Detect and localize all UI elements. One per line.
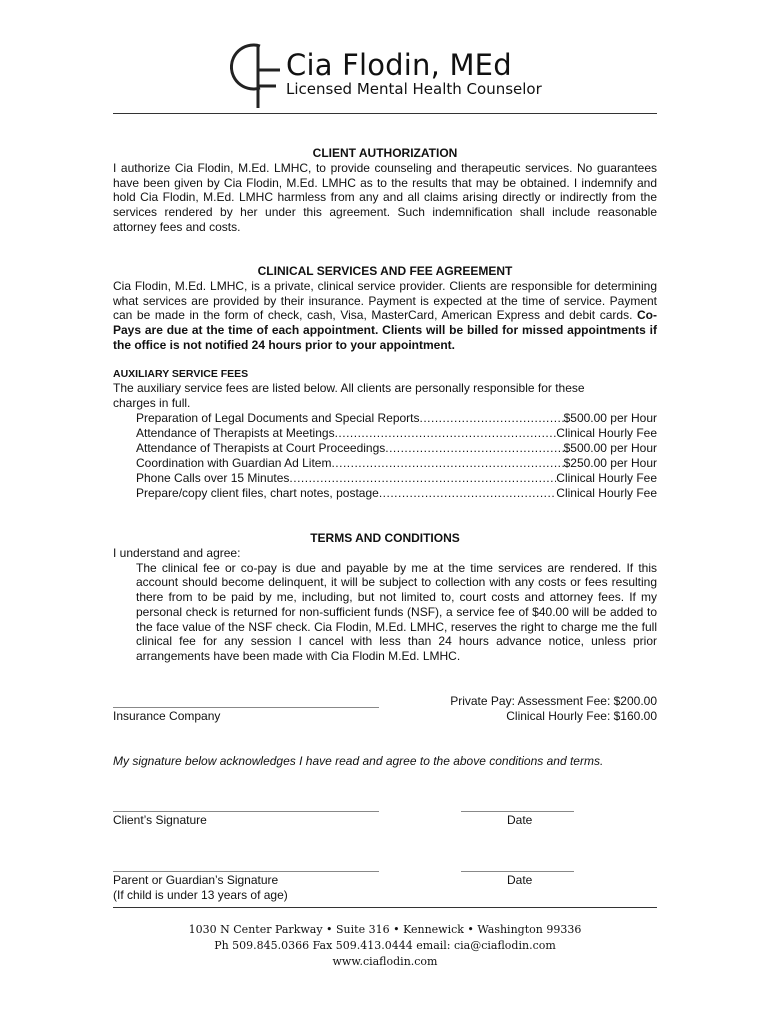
fee-amount: Clinical Hourly Fee (556, 471, 657, 485)
copay-policy-text: Co-Pays are due at the time of each appointment. Clients will be billed for missed appointments if the office is not notified 24 hours prior to your appointment. (113, 308, 657, 352)
fee-amount: $500.00 per Hour (563, 441, 657, 455)
fee-amount: Clinical Hourly Fee (556, 426, 657, 440)
fee-row (136, 471, 657, 486)
fee-service: Coordination with Guardian Ad Litem (136, 456, 332, 470)
guardian-note: (If child is under 13 years of age) (113, 888, 288, 902)
client-signature-label: Client’s Signature (113, 813, 207, 827)
terms-section (113, 531, 657, 664)
client-authorization-heading: CLIENT AUTHORIZATION (312, 146, 458, 160)
insurance-company-line[interactable] (113, 707, 379, 708)
guardian-date-line[interactable] (461, 871, 574, 872)
header-divider (113, 113, 657, 114)
terms-text: The clinical fee or co-pay is due and payable by me at the time services are rendered. If this account should become delinquent, it will be subject to collection with any costs or fees resulting there from to be paid by me, including, but not limited to, court costs and attorney fees. If my personal check is returned for non-sufficient funds (NSF), a service fee of $40.00 will be added to the face value of the NSF check. Cia Flodin, M.Ed. LMHC, reserves the right to charge me the full clinical fee for any session I cancel with less than 24 hours advance notice, unless prior arrangements have been made with Cia Flodin M.Ed. LMHC. (136, 560, 657, 663)
insurance-company-label: Insurance Company (113, 709, 221, 723)
fee-service: Attendance of Therapists at Meetings (136, 426, 335, 440)
fee-amount: $250.00 per Hour (563, 456, 657, 470)
brand-subtitle: Licensed Mental Health Counselor (286, 80, 542, 98)
fee-service: Attendance of Therapists at Court Proceedings (136, 441, 386, 455)
guardian-date-label: Date (507, 873, 533, 887)
clinical-services-heading: CLINICAL SERVICES AND FEE AGREEMENT (257, 264, 513, 278)
fee-amount: Clinical Hourly Fee (556, 486, 657, 500)
fee-service: Phone Calls over 15 Minutes (136, 471, 290, 485)
fee-row (136, 486, 657, 501)
footer-contact: Ph 509.845.0366 Fax 509.413.0444 email: cia@ciaflodin.com (214, 939, 556, 952)
fee-row (136, 441, 657, 456)
footer-divider (113, 907, 657, 908)
clinical-services-body: Cia Flodin, M.Ed. LMHC, is a private, clinical service provider. Clients are responsible for determining what services are provided by their insurance. Payment is expected at the time of service. Payment can be made in the form of check, cash, Visa, MasterCard, American Express and debit cards. (113, 279, 657, 323)
footer-address: 1030 N Center Parkway • Suite 316 • Kennewick • Washington 99336 (188, 923, 582, 936)
guardian-signature-line[interactable] (113, 871, 379, 872)
clinical-services-text (113, 279, 657, 353)
private-pay-fee: Private Pay: Assessment Fee: $200.00 (450, 694, 657, 708)
client-date-line[interactable] (461, 811, 574, 812)
terms-intro: I understand and agree: (113, 546, 241, 560)
fee-row (136, 456, 657, 471)
clinical-services-section (113, 264, 657, 353)
client-authorization-section (113, 146, 657, 235)
footer-website[interactable]: www.ciaflodin.com (332, 955, 438, 968)
footer (113, 922, 657, 970)
clinical-hourly-fee: Clinical Hourly Fee: $160.00 (506, 709, 657, 723)
auxiliary-fees-intro: The auxiliary service fees are listed below. All clients are personally responsible for these charges in full. (113, 381, 585, 410)
fee-amount: $500.00 per Hour (563, 411, 657, 425)
acknowledgement-text: My signature below acknowledges I have read and agree to the above conditions and terms. (113, 754, 604, 768)
auxiliary-fees-section (113, 367, 657, 410)
fee-row (136, 426, 657, 441)
fee-list (136, 411, 657, 501)
cf-logo-icon (230, 40, 282, 110)
client-authorization-text: I authorize Cia Flodin, M.Ed. LMHC, to provide counseling and therapeutic services. No guarantees have been given by Cia Flodin, M.Ed. LMHC as to the results that may be obtained. I indemnify and hold Cia Flodin, M.Ed. LMHC harmless from any and all claims arising directly or indirectly from the services rendered by her under this agreement. Such indemnification shall include reasonable attorney fees and costs. (113, 161, 657, 234)
guardian-signature-label: Parent or Guardian’s Signature (113, 873, 279, 887)
client-signature-line[interactable] (113, 811, 379, 812)
fee-service: Prepare/copy client files, chart notes, postage (136, 486, 379, 500)
brand-name: Cia Flodin, MEd (286, 48, 512, 82)
terms-heading: TERMS AND CONDITIONS (310, 531, 460, 545)
fee-row (136, 411, 657, 426)
auxiliary-fees-heading: AUXILIARY SERVICE FEES (113, 368, 249, 380)
client-date-label: Date (507, 813, 533, 827)
fee-service: Preparation of Legal Documents and Special Reports (136, 411, 420, 425)
